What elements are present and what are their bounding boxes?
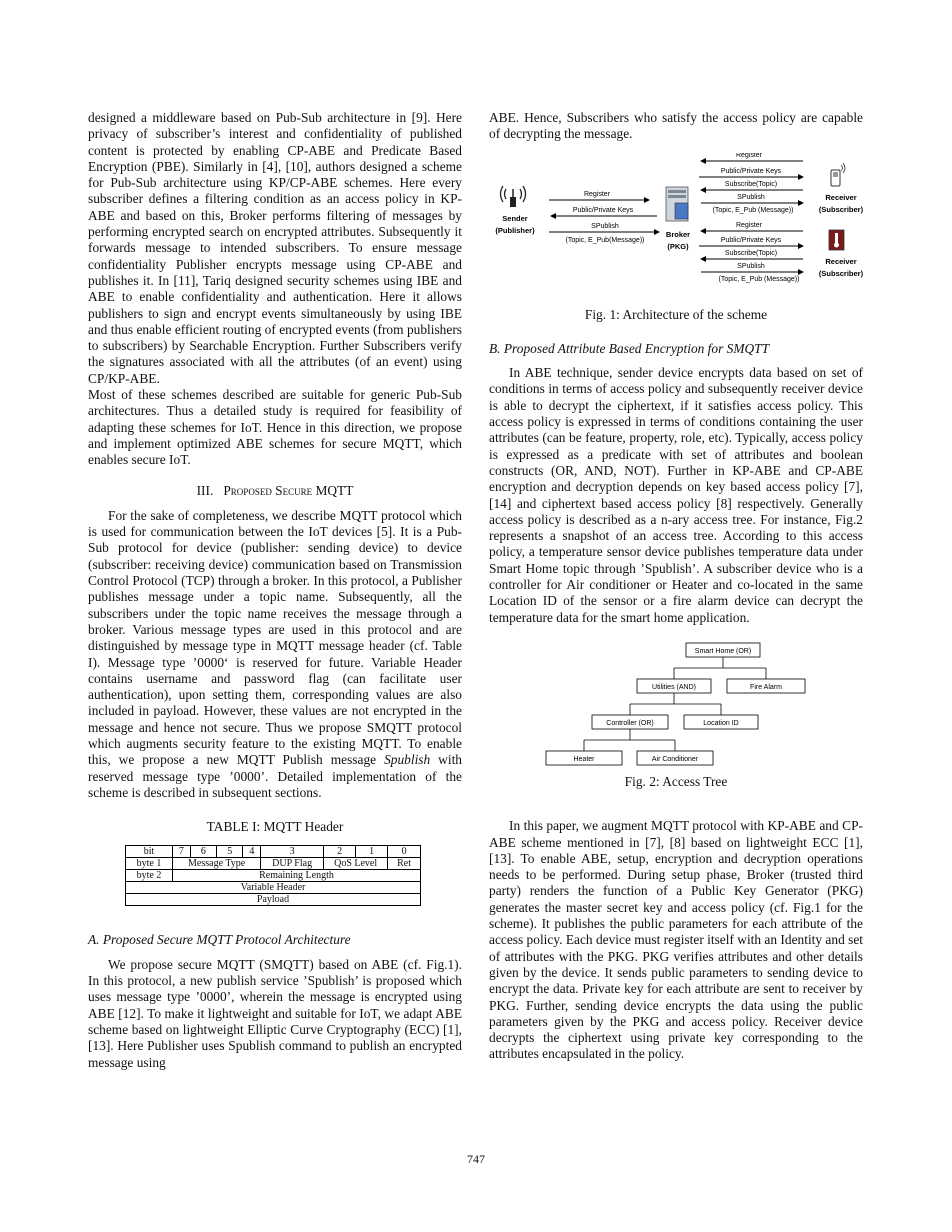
subsection-heading: B. Proposed Attribute Based Encryption for SMQTT xyxy=(489,340,770,356)
table-cell: 6 xyxy=(190,846,216,858)
paragraph xyxy=(88,508,462,801)
tree-node-label: Heater xyxy=(573,755,595,763)
antenna-icon xyxy=(501,186,526,207)
table-row xyxy=(126,870,421,882)
table-cell: Remaining Length xyxy=(173,870,421,882)
tree-node-label: Air Conditioner xyxy=(651,755,699,763)
left-column xyxy=(88,110,462,1071)
keys-label: Public/Private Keys xyxy=(720,167,782,175)
table-cell: Message Type xyxy=(173,858,261,870)
spublish-label: SPublish xyxy=(737,262,765,270)
table-row xyxy=(126,882,421,894)
topic-label: (Topic, E_Pub (Message)) xyxy=(712,206,794,214)
paragraph-text: For the sake of completeness, we describe MQTT protocol which is used for communication between the IoT devices [5]. It is a Pub-Sub protocol for device (publisher: sending device) to device (subscriber: receiving device) communication based on Transmission Control Protocol (TCP) through a broker. In this protocol, a Publisher publishes message under a topic name. Subsequently, all the subscribers under the topic name receives the message through a broker. Various message types are used in this protocol and are distinguished by message type in MQTT message header (cf. Table I). Message type ’0000‘ is reserved for future. Variable Header contains username and password flag (can facilitate user authentication), upon setting them, corresponding values are also included in payload. However, these values are not encrypted in the message and hence not secure. Thus we propose SMQTT protocol which augments security feature to the existing MQTT. To enable this, we propose a new MQTT Publish message xyxy=(88,507,462,768)
keys-label: Public/Private Keys xyxy=(572,206,634,214)
receiver-label: Receiver xyxy=(825,256,857,266)
subscribe-label: Subscribe(Topic) xyxy=(724,249,778,257)
table-cell: 1 xyxy=(356,846,388,858)
spublish-label: SPublish xyxy=(737,193,765,201)
table-cell: Ret xyxy=(388,858,421,870)
table-cell: Payload xyxy=(126,894,421,906)
topic-label: (Topic, E_Pub(Message)) xyxy=(565,236,645,244)
keys-label: Public/Private Keys xyxy=(720,236,782,244)
figure-1 xyxy=(489,153,863,303)
figure-2-caption: Fig. 2: Access Tree xyxy=(624,773,728,789)
topic-label: (Topic, E_Pub (Message)) xyxy=(718,275,800,283)
sender-label: Sender xyxy=(502,213,528,223)
subsection-heading: A. Proposed Secure MQTT Protocol Architecture xyxy=(88,932,351,948)
table-cell: 7 xyxy=(173,846,191,858)
table-cell: byte 2 xyxy=(126,870,173,882)
tree-node-label: Utilities (AND) xyxy=(652,683,696,691)
paragraph: We propose secure MQTT (SMQTT) based on ABE (cf. Fig.1). In this protocol, a new publish service ’Spublish’ is proposed which uses message type ’0000’, wherein the message is encrypted using ABE [12]. To make it lightweight and suitable for IoT, we adapt ABE scheme based on lightweight Elliptic Curve Cryptography (ECC) [1], [13]. Here Publisher uses Spublish command to publish an encrypted message using xyxy=(88,956,462,1070)
receiver-label: Receiver xyxy=(825,192,857,202)
sender-role: (Publisher) xyxy=(495,225,535,235)
server-icon xyxy=(666,187,688,221)
table-cell: 3 xyxy=(261,846,324,858)
table-cell: 2 xyxy=(324,846,356,858)
paragraph: Most of these schemes described are suitable for generic Pub-Sub architectures. Thus a detailed study is required for feasibility of adapting these schemes for IoT. Hence in this direction, we propose and implement optimized ABE schemes for secure MQTT, which enables secure IoT. xyxy=(88,387,462,468)
table-row xyxy=(126,846,421,858)
section-number: III. xyxy=(196,482,214,498)
table-title: TABLE I: MQTT Header xyxy=(206,819,344,835)
table-cell: QoS Level xyxy=(324,858,388,870)
right-column xyxy=(489,110,863,1063)
table-cell: Variable Header xyxy=(126,882,421,894)
paragraph: designed a middleware based on Pub-Sub architecture in [9]. Here privacy of subscriber’s interest and confidentiality of published content is protected by enabling CP-ABE and Predicate Based Encryption (PBE). Similarly in [4], [10], authors designed a scheme for Pub-Sub architecture using KP/CP-ABE schemes. Here every subscriber defines a filtering condition as an access policy in KP-ABE and based on this, Broker performs filtering of messages by performing encrypted search on encrypted attributes. Subsequently it forwards message to intended subscribers. To ensure message confidentiality Publisher encrypts message using CP-ABE and publishes it. In [11], Tariq designed security schemes using IBE and ABE to enable confidentiality and authentication. Here it allows publishers to sign and encrypt events simultaneously by using IBE and thus enable efficient routing of encrypted events (from publishers to subscribers) by Searchable Encryption. Further Subscribers verify the signatures associated with all the attributes (of an event) using CP/KP-ABE. xyxy=(88,110,462,386)
tree-node-label: Controller (OR) xyxy=(606,719,654,727)
emphasis-text: Spublish xyxy=(384,752,431,768)
paragraph-text: with reserved message type ’0000’. Detailed implementation of the scheme is described in subsequent sections. xyxy=(88,752,462,800)
table-cell: byte 1 xyxy=(126,858,173,870)
phone-icon xyxy=(831,163,845,186)
broker-role: (PKG) xyxy=(667,241,689,251)
tree-node-label: Smart Home (OR) xyxy=(694,647,752,655)
register-label: Register xyxy=(735,221,763,229)
table-cell: DUP Flag xyxy=(261,858,324,870)
paragraph: In ABE technique, sender device encrypts data based on set of conditions in terms of access policy and subsequently receiver device is able to decrypt the ciphertext, if it satisfies access policy. This access policy is expressed in terms of conditions containing the user attributes (can be feature, property, role, etc). Typically, access policy is expressed as a predicate with set of attributes and boolean constructs (OR, AND, NOT). Further in KP-ABE and CP-ABE encryption and decryption depends on key based access policy [7], [14] and ciphertext based access policy [8] respectively. Generally access policy is described as a n-ary access tree. For instance, Fig.2 represents a snapshot of an access tree. According to this access policy, a temperature sensor device publishes temperature data under Smart Home topic through ’Spublish’. A subscriber device who is a controller for Air conditioner or Heater and co-located in the same Location ID of the sensor or a fire alarm device can decrypt the temperature data for the smart home application. xyxy=(489,365,863,625)
spublish-label: SPublish xyxy=(591,222,619,230)
table-row xyxy=(126,858,421,870)
thermometer-icon xyxy=(829,230,844,250)
paragraph: In this paper, we augment MQTT protocol with KP-ABE and CP-ABE scheme mentioned in [7], [8] based on lightweight ECC [1], [13]. To enable ABE, setup, encryption and decryption operations needs to be performed. During setup phase, Broker (trusted third party) renders the function of a Public Key Generator (PKG) generates the master secret key and access policy (cf. Fig.1 for the scheme). It publishes the public parameters for each attribute of the access policy. Each device must register itself with an Identity and set of attributes with the PKG. PKG verifies attributes and other details given by the device. It sends public parameters to sending device to encrypt the data. Private key for each attribute are sent to receiver by PKG. Further, sending device encrypts the data using the public parameters given by the PKG and access policy. Receiver device decrypts the ciphertext using private key corresponding to the attributes encapsulated in the policy. xyxy=(489,818,863,1062)
tree-node-label: Fire Alarm xyxy=(750,683,782,691)
access-tree-diagram xyxy=(489,638,863,766)
paragraph: ABE. Hence, Subscribers who satisfy the access policy are capable of decrypting the message. xyxy=(489,110,863,142)
architecture-diagram xyxy=(489,153,863,301)
table-cell: 4 xyxy=(243,846,261,858)
section-heading xyxy=(88,483,462,499)
subscribe-label: Subscribe(Topic) xyxy=(724,180,778,188)
table-cell: bit xyxy=(126,846,173,858)
receiver-role: (Subscriber) xyxy=(818,204,863,214)
broker-label: Broker xyxy=(665,229,691,239)
page-number: 747 xyxy=(467,1152,485,1166)
receiver-role: (Subscriber) xyxy=(818,268,863,278)
register-label: Register xyxy=(735,152,763,159)
figure-1-caption: Fig. 1: Architecture of the scheme xyxy=(584,306,768,322)
tree-node-label: Location ID xyxy=(703,719,739,727)
table-cell: 5 xyxy=(217,846,243,858)
figure-2 xyxy=(489,638,863,768)
register-label: Register xyxy=(583,190,611,198)
table-row xyxy=(126,894,421,906)
table-cell: 0 xyxy=(388,846,421,858)
mqtt-header-table xyxy=(125,845,421,906)
section-title: Proposed Secure MQTT xyxy=(223,482,354,498)
